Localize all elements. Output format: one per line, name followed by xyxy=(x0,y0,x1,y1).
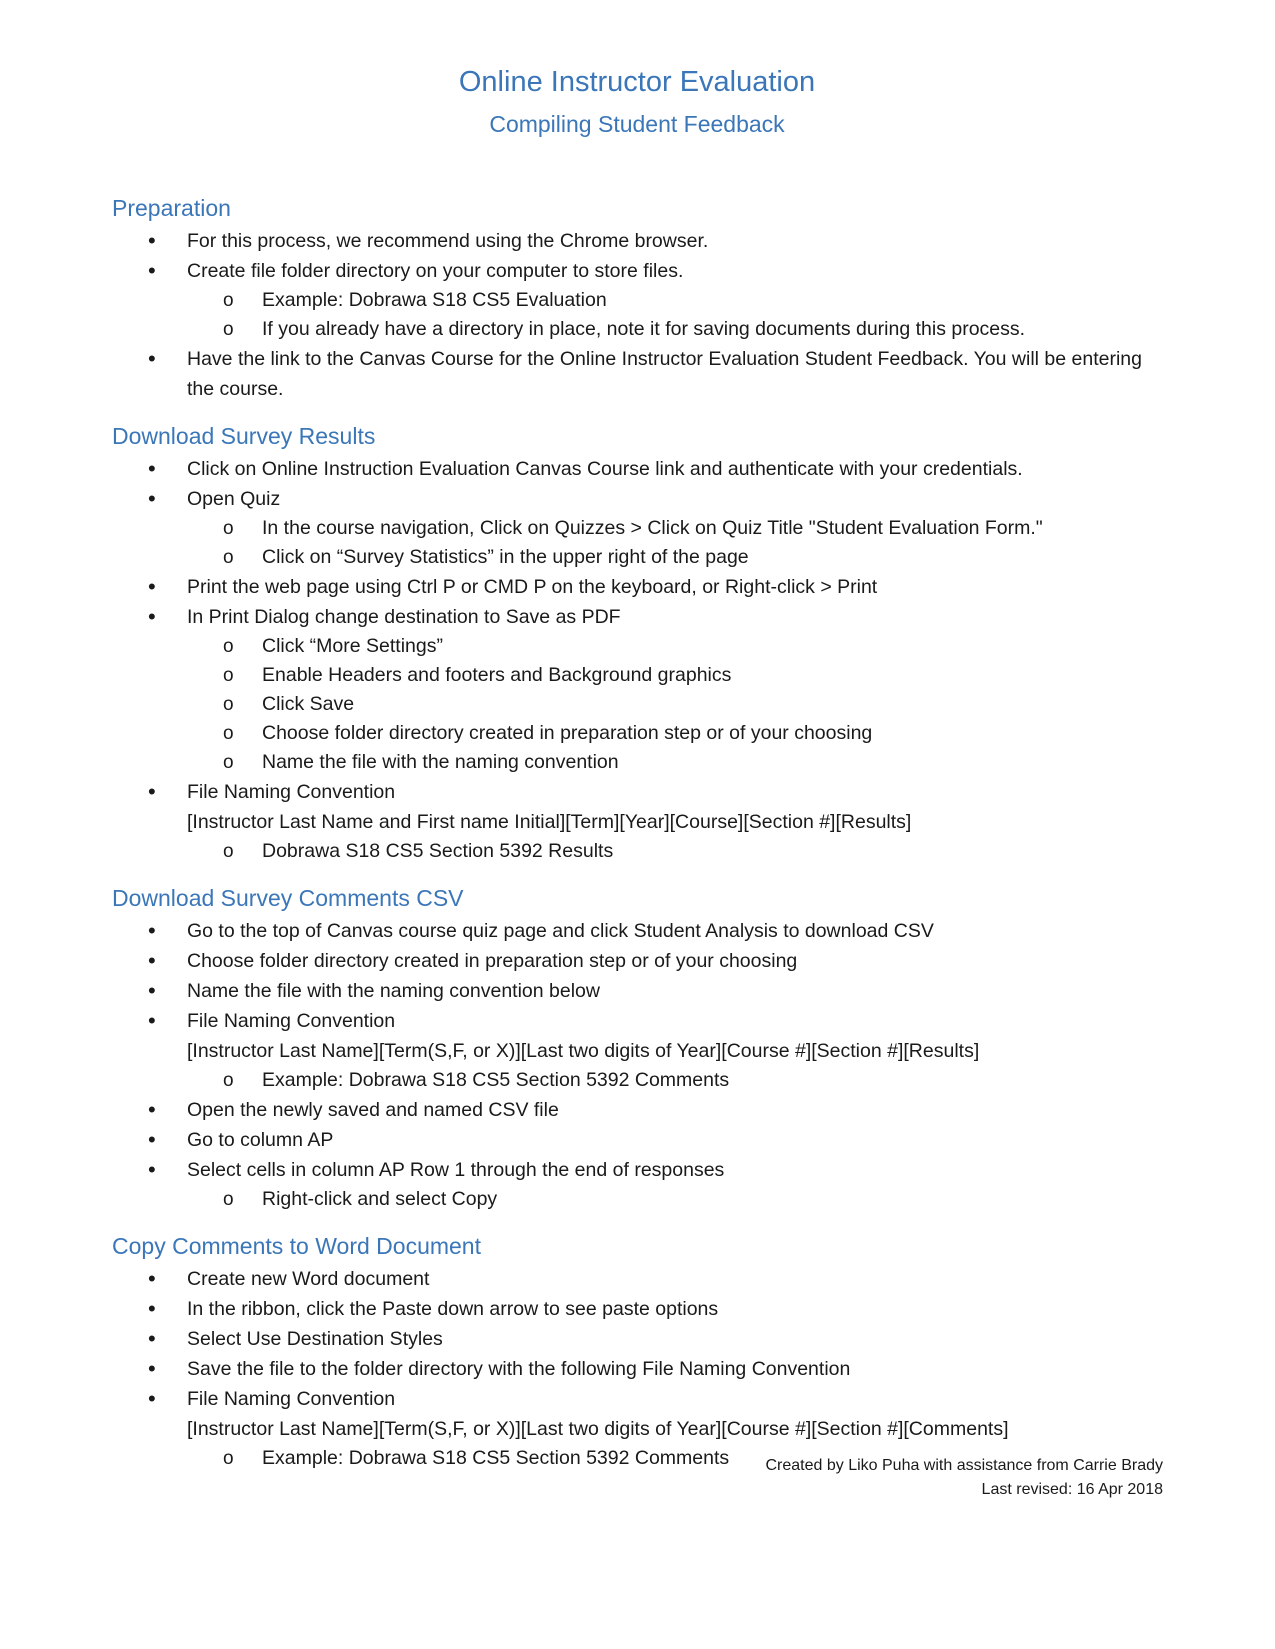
bullet-list xyxy=(112,1264,1162,1473)
list-item-text: Select cells in column AP Row 1 through the end of responses xyxy=(187,1159,725,1181)
sub-list-item: o Name the file with the naming convention xyxy=(187,748,1162,777)
list-item xyxy=(112,256,1162,344)
list-item xyxy=(112,454,1162,484)
list-item-text: File Naming Convention xyxy=(187,781,396,803)
sub-list-item: o Click on “Survey Statistics” in the upper right of the page xyxy=(187,543,1162,572)
list-item xyxy=(112,1294,1162,1324)
section-heading: Download Survey Results xyxy=(112,423,376,449)
sub-list-item: o Example: Dobrawa S18 CS5 Evaluation xyxy=(187,286,1162,315)
list-item xyxy=(112,484,1162,572)
document-footer xyxy=(765,1454,1163,1502)
sub-list-item: o Enable Headers and footers and Background graphics xyxy=(187,661,1162,690)
sub-list xyxy=(187,514,1162,572)
sub-list xyxy=(187,1185,1162,1214)
list-item xyxy=(112,1264,1162,1294)
sub-list-item: o If you already have a directory in place, note it for saving documents during this process. xyxy=(187,315,1162,344)
sub-list-item: o In the course navigation, Click on Quizzes > Click on Quiz Title "Student Evaluation Form." xyxy=(187,514,1162,543)
document-subtitle: Compiling Student Feedback xyxy=(489,111,785,137)
list-item-text: In Print Dialog change destination to Save as PDF xyxy=(187,606,621,628)
list-item xyxy=(112,946,1162,976)
sub-list xyxy=(187,632,1162,777)
bullet-list xyxy=(112,454,1162,866)
list-item xyxy=(112,777,1162,866)
list-item-text: Have the link to the Canvas Course for the Online Instructor Evaluation Student Feedback. You will be entering the course. xyxy=(187,348,1142,400)
sub-list-item: o Click “More Settings” xyxy=(187,632,1162,661)
list-item-text: Open Quiz xyxy=(187,488,281,510)
list-item xyxy=(112,226,1162,256)
sub-list-item: o Example: Dobrawa S18 CS5 Section 5392 Comments xyxy=(187,1444,1162,1473)
list-item xyxy=(112,976,1162,1006)
bullet-list xyxy=(112,916,1162,1214)
list-item xyxy=(112,1006,1162,1095)
list-item xyxy=(112,572,1162,602)
list-item-text: Create file folder directory on your computer to store files. xyxy=(187,260,684,282)
list-item-text: Print the web page using Ctrl P or CMD P on the keyboard, or Right-click > Print xyxy=(187,576,878,598)
sub-list xyxy=(187,1066,1162,1095)
document-title: Online Instructor Evaluation xyxy=(458,66,816,98)
section-heading: Download Survey Comments CSV xyxy=(112,885,464,911)
list-item xyxy=(112,1095,1162,1125)
list-item-text: Create new Word document xyxy=(187,1268,430,1290)
list-item-text: In the ribbon, click the Paste down arrow to see paste options xyxy=(187,1298,719,1320)
list-item-text: Choose folder directory created in preparation step or of your choosing xyxy=(187,950,798,972)
sub-list-item: o Example: Dobrawa S18 CS5 Section 5392 Comments xyxy=(187,1066,1162,1095)
list-item xyxy=(112,1324,1162,1354)
footer-credit: Created by Liko Puha with assistance from Carrie Brady xyxy=(765,1457,1163,1474)
sub-list-item: o Click Save xyxy=(187,690,1162,719)
list-item-text: File Naming Convention xyxy=(187,1388,396,1410)
section xyxy=(112,880,1162,1214)
sub-list-item: o Choose folder directory created in preparation step or of your choosing xyxy=(187,719,1162,748)
list-item-text: Open the newly saved and named CSV file xyxy=(187,1099,559,1121)
list-item xyxy=(112,1125,1162,1155)
section xyxy=(112,190,1162,404)
sub-list xyxy=(187,837,1162,866)
section xyxy=(112,418,1162,866)
bullet-list xyxy=(112,226,1162,404)
list-item-text: Go to column AP xyxy=(187,1129,334,1151)
sub-list xyxy=(187,286,1162,344)
list-item-text: Select Use Destination Styles xyxy=(187,1328,443,1350)
sub-list-item: o Right-click and select Copy xyxy=(187,1185,1162,1214)
list-item-text: Save the file to the folder directory with the following File Naming Convention xyxy=(187,1358,851,1380)
list-item-text: Click on Online Instruction Evaluation Canvas Course link and authenticate with your credentials. xyxy=(187,458,1023,480)
sub-list-item: o Dobrawa S18 CS5 Section 5392 Results xyxy=(187,837,1162,866)
list-item xyxy=(112,1155,1162,1214)
list-item-text: Go to the top of Canvas course quiz page and click Student Analysis to download CSV xyxy=(187,920,934,942)
footer-revised: Last revised: 16 Apr 2018 xyxy=(981,1481,1163,1498)
sections-container xyxy=(112,190,1162,1473)
list-item-text: Name the file with the naming convention below xyxy=(187,980,600,1002)
list-item xyxy=(112,1354,1162,1384)
naming-convention-pattern: [Instructor Last Name and First name Initial][Term][Year][Course][Section #][Results] xyxy=(187,811,912,833)
section xyxy=(112,1228,1162,1473)
list-item xyxy=(112,916,1162,946)
naming-convention-pattern: [Instructor Last Name][Term(S,F, or X)][Last two digits of Year][Course #][Section #][Results] xyxy=(187,1040,980,1062)
list-item xyxy=(112,344,1162,404)
document-body xyxy=(112,60,1162,1487)
section-heading: Copy Comments to Word Document xyxy=(112,1233,481,1259)
section-heading: Preparation xyxy=(112,195,231,221)
naming-convention-pattern: [Instructor Last Name][Term(S,F, or X)][Last two digits of Year][Course #][Section #][Comments] xyxy=(187,1418,1009,1440)
list-item-text: File Naming Convention xyxy=(187,1010,396,1032)
list-item-text: For this process, we recommend using the Chrome browser. xyxy=(187,230,709,252)
list-item xyxy=(112,602,1162,777)
